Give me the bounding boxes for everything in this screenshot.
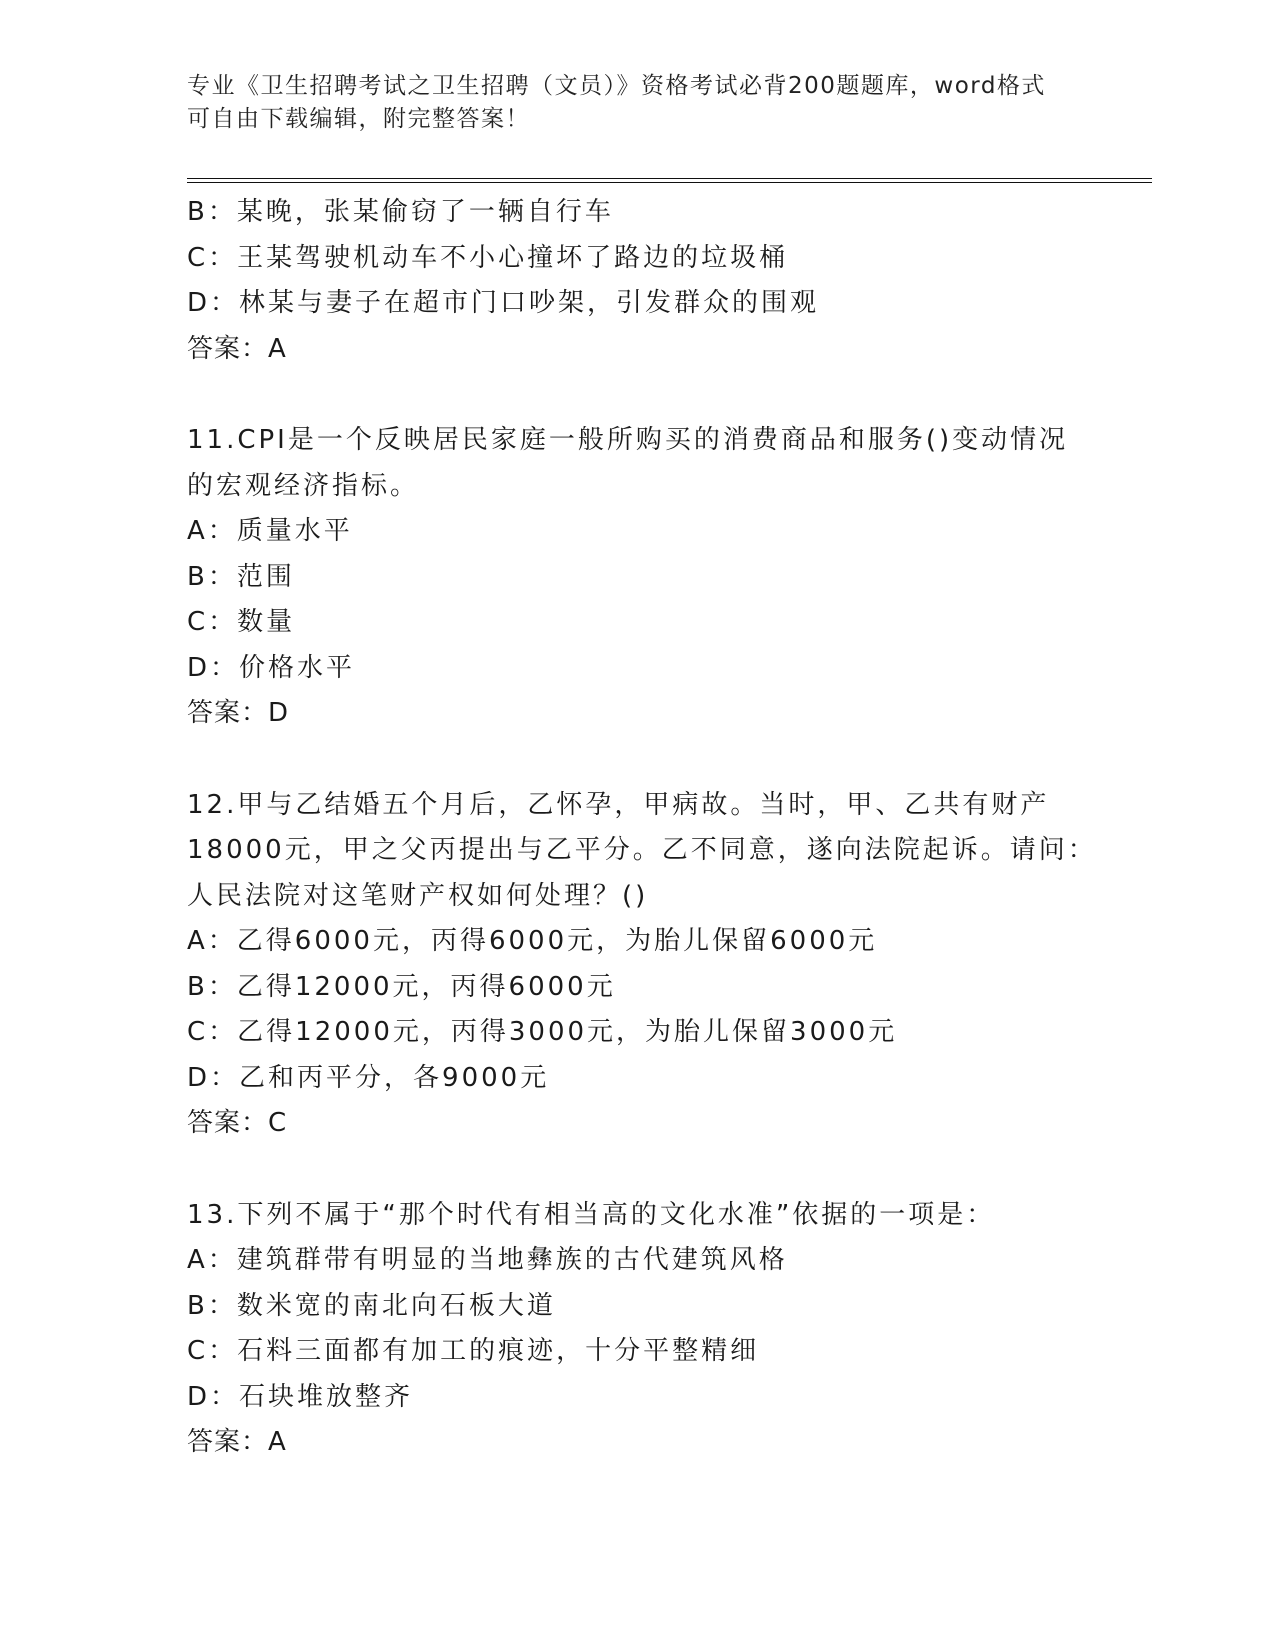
- question-12: [187, 783, 1097, 1147]
- header-title-line-1: 专业《卫生招聘考试之卫生招聘（文员）》资格考试必背200题题库，word格式: [187, 73, 1046, 99]
- q10-answer: 答案：A: [187, 333, 287, 364]
- q12-option-c: C：乙得12000元，丙得3000元，为胎儿保留3000元: [187, 1017, 898, 1047]
- q12-option-d: D：乙和丙平分，各9000元: [187, 1062, 550, 1093]
- q13-option-d: D：石块堆放整齐: [187, 1381, 414, 1412]
- q11-option-a: A：质量水平: [187, 516, 353, 546]
- question-13: [187, 1193, 1087, 1466]
- q12-stem-line-3: 人民法院对这笔财产权如何处理？(): [187, 880, 649, 911]
- q12-answer: 答案：C: [187, 1108, 288, 1138]
- question-11: [187, 418, 1087, 737]
- q13-option-a: A：建筑群带有明显的当地彝族的古代建筑风格: [187, 1245, 788, 1275]
- question-10: [187, 190, 1087, 372]
- q13-answer: 答案：A: [187, 1427, 287, 1457]
- q11-option-b: B：范围: [187, 561, 295, 592]
- q13-option-c: C：石料三面都有加工的痕迹，十分平整精细: [187, 1336, 760, 1366]
- q10-option-b: B：某晚，张某偷窃了一辆自行车: [187, 197, 614, 227]
- q11-answer: 答案：D: [187, 698, 290, 728]
- q11-option-d: D：价格水平: [187, 652, 356, 683]
- q11-option-c: C：数量: [187, 607, 296, 637]
- q13-option-b: B：数米宽的南北向石板大道: [187, 1290, 556, 1321]
- q10-option-c: C：王某驾驶机动车不小心撞坏了路边的垃圾桶: [187, 242, 789, 273]
- question-spacer: [187, 737, 1087, 783]
- header-title-line-2: 可自由下载编辑，附完整答案！: [187, 106, 530, 132]
- q10-option-d: D：林某与妻子在超市门口吵架，引发群众的围观: [187, 288, 820, 318]
- q12-option-a: A：乙得6000元，丙得6000元，为胎儿保留6000元: [187, 926, 878, 956]
- question-spacer: [187, 372, 1087, 418]
- q13-stem-line-1: 13.下列不属于“那个时代有相当高的文化水准”依据的一项是：: [187, 1199, 996, 1230]
- header-divider: [187, 178, 1152, 183]
- q12-stem-line-1: 12.甲与乙结婚五个月后，乙怀孕，甲病故。当时，甲、乙共有财产: [187, 789, 1050, 820]
- question-spacer: [187, 1147, 1087, 1193]
- q11-stem-line-2: 的宏观经济指标。: [187, 470, 420, 501]
- document-header: [187, 70, 1087, 136]
- q12-stem-line-2: 18000元，甲之父丙提出与乙平分。乙不同意，遂向法院起诉。请问：: [187, 835, 1097, 865]
- question-list: [187, 190, 1097, 1466]
- q11-stem-line-1: 11.CPI是一个反映居民家庭一般所购买的消费商品和服务()变动情况: [187, 425, 1069, 455]
- q12-option-b: B：乙得12000元，丙得6000元: [187, 971, 616, 1002]
